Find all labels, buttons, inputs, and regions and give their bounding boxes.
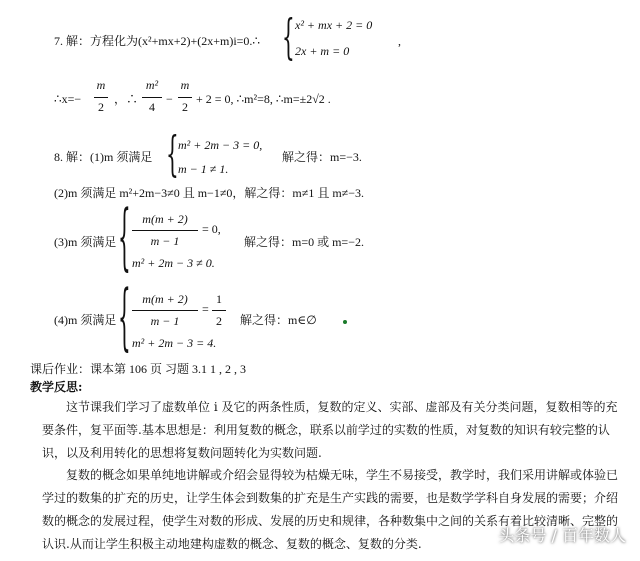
reflection-p1-text: 这节课我们学习了虚数单位 i 及它的两条性质，复数的定义、实部、虚部及有关分类问题，复数相等的充要条件，复平面等.基本思想是：利用复数的概念，联系以前学过的实数的性质，对复数的知识有较完整的认识，以及利用转化的思想将复数问题转化为实数问题. <box>42 400 618 460</box>
p8-3-eq2: m² + 2m − 3 ≠ 0. <box>132 256 215 270</box>
p7-frac1-num: m <box>96 78 106 92</box>
p8-4-solution: 解之得：m∈∅ <box>240 313 317 327</box>
watermark: 头条号 / 百年数人 <box>498 526 626 546</box>
green-dot-marker <box>343 320 347 324</box>
p7-frac3-den-wrap <box>178 100 192 116</box>
p7-comma: , <box>398 34 401 48</box>
p7-frac2 <box>142 78 162 94</box>
p7-frac3 <box>178 78 192 94</box>
p8-3-frac-num: m(m + 2) <box>142 212 188 226</box>
reflection-paragraph-1 <box>42 396 622 465</box>
p7-frac2-bar <box>142 97 162 98</box>
p8-1-eq2: m − 1 ≠ 1. <box>178 162 229 176</box>
p7-minus: − <box>166 92 173 106</box>
p8-3-frac-bar <box>132 230 198 231</box>
p8-4-brace: { <box>118 272 131 360</box>
p7-sys-eq2: 2x + m = 0 <box>295 44 350 58</box>
p7-frac3-bar <box>178 97 192 98</box>
p7-frac1 <box>94 78 108 94</box>
p8-3-prefix: (3)m 须满足 <box>54 235 117 249</box>
p8-1-prefix: 8. 解：(1)m 须满足 <box>54 150 153 164</box>
reflection-title: 教学反思: <box>30 380 83 394</box>
p7-frac2-den: 4 <box>149 100 155 114</box>
p7-frac3-num: m <box>180 78 190 92</box>
homework-line: 课后作业：课本第 106 页 习题 3.1 1 , 2 , 3 <box>30 362 247 376</box>
p8-4-prefix: (4)m 须满足 <box>54 313 117 327</box>
p7-prefix: 7. 解：方程化为(x²+mx+2)+(2x+m)i=0.∴ <box>54 34 261 48</box>
p8-4-rfrac-den: 2 <box>216 314 222 328</box>
p8-4-eq: = <box>202 302 209 316</box>
p8-4-eq2: m² + 2m − 3 = 4. <box>132 336 217 350</box>
p7-line2-b: ，∴ <box>114 92 139 106</box>
p7-sys-eq1: x² + mx + 2 = 0 <box>295 18 373 32</box>
p8-1-eq1: m² + 2m − 3 = 0, <box>178 138 263 152</box>
p7-line2-a: ∴x=− <box>54 92 82 106</box>
p7-frac3-den: 2 <box>182 100 188 114</box>
p7-frac2-num: m² <box>145 78 159 92</box>
p7-brace: { <box>282 7 295 65</box>
p8-4-rfrac-num: 1 <box>216 292 222 306</box>
reflection-p2-text: 复数的概念如果单纯地讲解或介绍会显得较为枯燥无味，学生不易接受，教学时，我们采用讲解或体验已学过的数集的扩充的历史，让学生体会到数集的扩充是生产实践的需要，也是数学学科自身发展的需要；介绍数的概念的发展过程，使学生对数的形成、发展的历史和规律，各种数集中之间的关系有着比较清晰、完整的认识.从而让学生积极主动地建构虚数的概念、复数的概念、复数的分类. <box>42 468 619 551</box>
p8-2-line: (2)m 须满足 m²+2m−3≠0 且 m−1≠0，解之得：m≠1 且 m≠−3. <box>54 186 365 200</box>
p8-4-frac-num: m(m + 2) <box>142 292 188 306</box>
p8-1-solution: 解之得：m=−3. <box>282 150 362 164</box>
p8-3-solution: 解之得：m=0 或 m=−2. <box>244 235 364 249</box>
p8-3-frac-den: m − 1 <box>150 234 180 248</box>
p8-4-frac-den: m − 1 <box>150 314 180 328</box>
p7-frac1-den-wrap <box>94 100 108 116</box>
p7-frac2-den-wrap <box>142 100 162 116</box>
p7-line2-c: + 2 = 0, ∴m²=8, ∴m=±2√2 . <box>196 92 331 106</box>
p8-1-brace: { <box>166 124 179 182</box>
p8-3-eq: = 0, <box>202 222 221 236</box>
p8-3-brace: { <box>118 192 131 280</box>
p8-4-rfrac-bar <box>212 310 226 311</box>
p8-4-frac-bar <box>132 310 198 311</box>
p7-frac1-den: 2 <box>98 100 104 114</box>
p7-frac1-bar <box>94 97 108 98</box>
